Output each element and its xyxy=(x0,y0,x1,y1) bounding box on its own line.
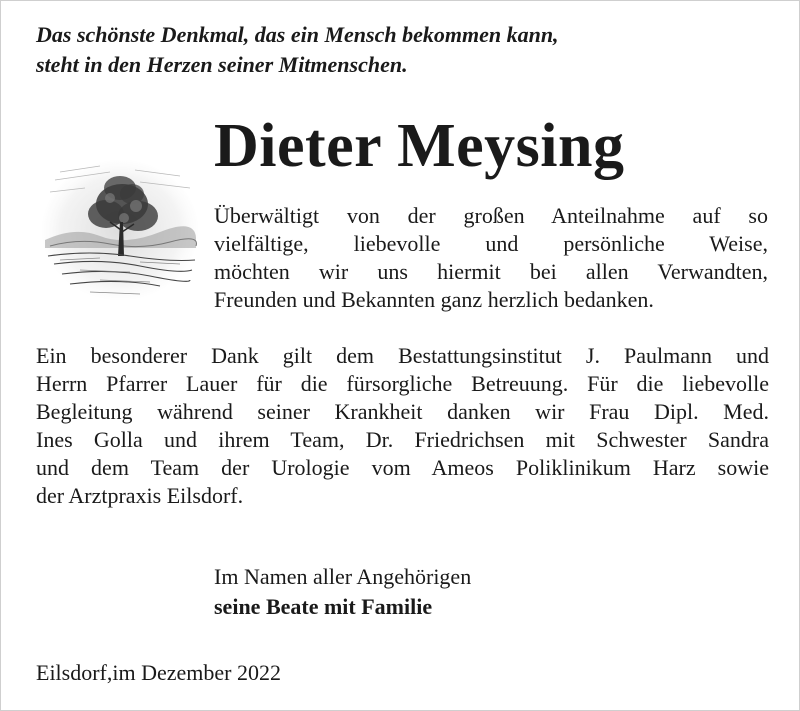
text-line: Begleitung während seiner Krankheit danken wir Frau Dipl. Med. xyxy=(36,399,769,424)
signature-names: seine Beate mit Familie xyxy=(214,594,433,619)
text-line: Ines Golla und ihrem Team, Dr. Friedrichsen mit Schwester Sandra xyxy=(36,427,769,452)
text-line: Überwältigt von der großen Anteilnahme auf so xyxy=(214,203,768,228)
quote-line: Das schönste Denkmal, das ein Mensch bekommen kann, xyxy=(36,22,559,47)
thanks-detail-paragraph xyxy=(36,342,769,510)
text-line: Ein besonderer Dank gilt dem Bestattungsinstitut J. Paulmann und xyxy=(36,343,769,368)
text-line: vielfältige, liebevolle und persönliche Weise, xyxy=(214,231,768,256)
text-line: der Arztpraxis Eilsdorf. xyxy=(36,483,244,508)
quote-line: steht in den Herzen seiner Mitmenschen. xyxy=(36,52,408,77)
thanks-intro-paragraph xyxy=(214,202,768,314)
tree-landscape-icon xyxy=(40,152,198,302)
signature-block xyxy=(214,562,471,622)
text-line: Herrn Pfarrer Lauer für die fürsorgliche Betreuung. Für die liebevolle xyxy=(36,371,769,396)
memorial-quote xyxy=(36,20,559,80)
text-line: möchten wir uns hiermit bei allen Verwandten, xyxy=(214,259,768,284)
signature-intro: Im Namen aller Angehörigen xyxy=(214,564,472,589)
place-and-date: Eilsdorf,im Dezember 2022 xyxy=(36,660,281,685)
text-line: und dem Team der Urologie vom Ameos Poliklinikum Harz sowie xyxy=(36,455,769,480)
text-line: Freunden und Bekannten ganz herzlich bedanken. xyxy=(214,287,654,312)
deceased-name: Dieter Meysing xyxy=(214,112,625,180)
